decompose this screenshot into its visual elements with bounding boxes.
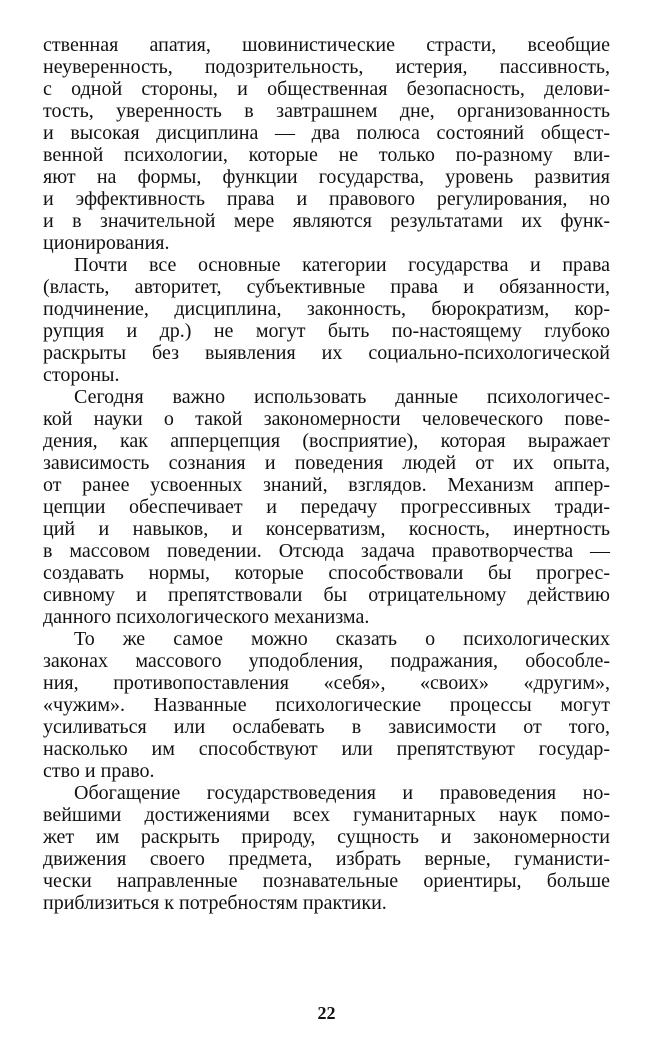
text-line: зависимость сознания и поведения людей от их опыта, — [43, 452, 610, 474]
text-line: создавать нормы, которые способствовали бы прогрес- — [43, 562, 610, 584]
text-line: законах массового уподобления, подражания, обособле- — [43, 650, 610, 672]
text-line: ционирования. — [43, 232, 170, 254]
text-line: приблизиться к потребностям практики. — [43, 892, 387, 914]
text-line: рупция и др.) не могут быть по-настоящему глубоко — [43, 320, 610, 342]
text-line: «чужим». Названные психологические процессы могут — [43, 694, 610, 716]
text-line: ственная апатия, шовинистические страсти, всеобщие — [43, 34, 610, 56]
text-line: сивному и препятствовали бы отрицательному действию — [43, 584, 610, 606]
text-line: и в значительной мере являются результатами их функ- — [43, 210, 610, 232]
text-line: подчинение, дисциплина, законность, бюрократизм, кор- — [43, 298, 610, 320]
text-line: стороны. — [43, 364, 120, 386]
paragraph-4 — [43, 628, 610, 782]
text-line: венной психологии, которые не только по-разному вли- — [43, 144, 610, 166]
page-number: 22 — [317, 1003, 336, 1023]
paragraph-5 — [43, 782, 610, 914]
text-line: жет им раскрыть природу, сущность и закономерности — [43, 826, 610, 848]
text-line: (власть, авторитет, субъективные права и обязанности, — [43, 276, 610, 298]
text-line: То же самое можно сказать о психологических — [74, 628, 610, 650]
page-body — [43, 34, 610, 914]
paragraph-3 — [43, 386, 610, 628]
text-line: тость, уверенность в завтрашнем дне, организованность — [43, 100, 610, 122]
text-line: цепции обеспечивает и передачу прогрессивных тради- — [43, 496, 610, 518]
text-line: ство и право. — [43, 760, 155, 782]
text-line: данного психологического механизма. — [43, 606, 370, 628]
text-line: Обогащение государствоведения и правоведения но- — [74, 782, 610, 804]
text-line: кой науки о такой закономерности человеческого пове- — [43, 408, 610, 430]
paragraph-2 — [43, 254, 610, 386]
text-line: с одной стороны, и общественная безопасность, делови- — [43, 78, 610, 100]
text-line: и высокая дисциплина — два полюса состояний общест- — [43, 122, 610, 144]
text-line: неуверенность, подозрительность, истерия, пассивность, — [43, 56, 610, 78]
text-line: ций и навыков, и консерватизм, косность, инертность — [43, 518, 610, 540]
text-line: насколько им способствуют или препятствуют государ- — [43, 738, 610, 760]
text-line: чески направленные познавательные ориентиры, больше — [43, 870, 610, 892]
text-line: и эффективность права и правового регулирования, но — [43, 188, 610, 210]
text-line: яют на формы, функции государства, уровень развития — [43, 166, 610, 188]
text-line: от ранее усвоенных знаний, взглядов. Механизм аппер- — [43, 474, 610, 496]
paragraph-1 — [43, 34, 610, 254]
text-line: Сегодня важно использовать данные психологичес- — [74, 386, 610, 408]
text-line: усиливаться или ослабевать в зависимости от того, — [43, 716, 610, 738]
text-line: дения, как апперцепция (восприятие), которая выражает — [43, 430, 610, 452]
text-line: раскрыты без выявления их социально-психологической — [43, 342, 610, 364]
text-line: в массовом поведении. Отсюда задача правотворчества — — [43, 540, 610, 562]
text-line: ния, противопоставления «себя», «своих» «другим», — [43, 672, 610, 694]
text-line: Почти все основные категории государства и права — [74, 254, 610, 276]
text-line: движения своего предмета, избрать верные, гуманисти- — [43, 848, 610, 870]
text-line: вейшими достижениями всех гуманитарных наук помо- — [43, 804, 610, 826]
